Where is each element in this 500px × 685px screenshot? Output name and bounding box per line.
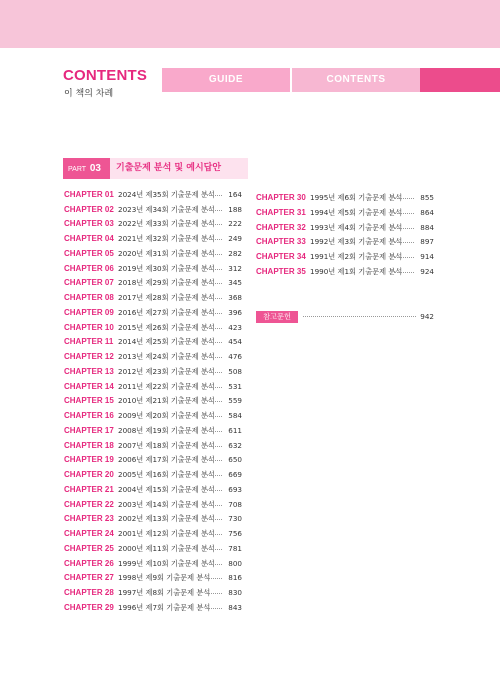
toc-leader-dots bbox=[207, 401, 222, 402]
toc-chapter-title: 2001년 제12회 기출문제 분석 bbox=[118, 529, 215, 539]
toc-page-number: 164 bbox=[228, 190, 242, 199]
toc-leader-dots bbox=[207, 328, 222, 329]
toc-chapter-number: CHAPTER 31 bbox=[256, 207, 306, 217]
toc-page-number: 249 bbox=[228, 234, 242, 244]
toc-row[interactable] bbox=[64, 263, 242, 275]
tab-guide[interactable]: GUIDE bbox=[162, 68, 290, 92]
toc-page-number: 368 bbox=[228, 293, 242, 303]
toc-leader-dots bbox=[207, 549, 222, 550]
toc-row[interactable] bbox=[64, 454, 242, 466]
toc-row[interactable] bbox=[64, 558, 242, 570]
toc-chapter-title: 1993년 제4회 기출문제 분석 bbox=[310, 222, 403, 232]
toc-leader-dots bbox=[207, 578, 222, 579]
toc-chapter-number: CHAPTER 32 bbox=[256, 222, 306, 232]
toc-chapter-title: 2023년 제34회 기출문제 분석 bbox=[118, 204, 215, 214]
toc-row[interactable] bbox=[256, 236, 434, 248]
toc-row[interactable] bbox=[64, 484, 242, 496]
toc-page-number: 924 bbox=[420, 267, 434, 276]
reference-page: 942 bbox=[420, 312, 434, 321]
toc-row[interactable] bbox=[64, 366, 242, 378]
toc-page-number: 584 bbox=[228, 411, 242, 421]
toc-row[interactable] bbox=[64, 587, 242, 599]
toc-page-number: 423 bbox=[228, 322, 242, 332]
toc-chapter-number: CHAPTER 26 bbox=[64, 558, 114, 568]
toc-chapter-number: CHAPTER 33 bbox=[256, 237, 306, 247]
toc-row[interactable] bbox=[64, 381, 242, 393]
toc-chapter-number: CHAPTER 29 bbox=[64, 602, 114, 612]
toc-row[interactable] bbox=[64, 292, 242, 304]
toc-page-number: 312 bbox=[228, 263, 242, 273]
toc-row[interactable] bbox=[64, 602, 242, 614]
active-tab-marker bbox=[420, 68, 500, 92]
top-band bbox=[0, 0, 500, 48]
page-subtitle: 이 책의 차례 bbox=[64, 89, 114, 99]
toc-chapter-number: CHAPTER 16 bbox=[64, 411, 114, 421]
toc-leader-dots bbox=[207, 608, 222, 609]
toc-chapter-title: 2015년 제26회 기출문제 분석 bbox=[118, 322, 215, 332]
toc-chapter-number: CHAPTER 12 bbox=[64, 352, 114, 362]
page-title: CONTENTS bbox=[63, 67, 148, 84]
toc-row[interactable] bbox=[64, 425, 242, 437]
toc-page-number: 669 bbox=[228, 470, 242, 480]
toc-row[interactable] bbox=[64, 572, 242, 584]
toc-page-number: 222 bbox=[228, 219, 242, 229]
toc-chapter-number: CHAPTER 05 bbox=[64, 248, 114, 258]
toc-leader-dots bbox=[207, 564, 222, 565]
toc-leader-dots bbox=[207, 431, 222, 432]
toc-page-number: 756 bbox=[228, 529, 242, 539]
toc-chapter-title: 2003년 제14회 기출문제 분석 bbox=[118, 499, 215, 509]
toc-chapter-title: 2010년 제21회 기출문제 분석 bbox=[118, 396, 215, 406]
toc-chapter-number: CHAPTER 04 bbox=[64, 234, 114, 244]
toc-row[interactable] bbox=[64, 528, 242, 540]
toc-chapter-title: 2012년 제23회 기출문제 분석 bbox=[118, 366, 215, 376]
toc-page-number: 855 bbox=[420, 193, 434, 202]
toc-leader-dots bbox=[207, 593, 222, 594]
toc-page-number: 650 bbox=[228, 455, 242, 465]
toc-row[interactable] bbox=[64, 440, 242, 452]
toc-chapter-title: 2017년 제28회 기출문제 분석 bbox=[118, 293, 215, 303]
part-number: 03 bbox=[89, 163, 101, 174]
toc-chapter-title: 2000년 제11회 기출문제 분석 bbox=[118, 543, 215, 553]
toc-chapter-title: 2019년 제30회 기출문제 분석 bbox=[118, 263, 215, 273]
toc-leader-dots bbox=[207, 342, 222, 343]
toc-chapter-title: 2016년 제27회 기출문제 분석 bbox=[118, 307, 215, 317]
toc-page-number: 816 bbox=[228, 573, 242, 583]
toc-page-number: 632 bbox=[228, 440, 242, 450]
toc-chapter-title: 1990년 제1회 기출문제 분석 bbox=[310, 267, 403, 276]
toc-chapter-number: CHAPTER 21 bbox=[64, 484, 114, 494]
toc-leader-dots bbox=[207, 269, 222, 270]
toc-chapter-title: 1996년 제7회 기출문제 분석 bbox=[118, 602, 211, 612]
toc-leader-dots bbox=[207, 357, 222, 358]
toc-row[interactable] bbox=[64, 351, 242, 363]
toc-chapter-number: CHAPTER 17 bbox=[64, 425, 114, 435]
part-label bbox=[63, 158, 110, 179]
toc-row[interactable] bbox=[64, 233, 242, 245]
toc-chapter-number: CHAPTER 23 bbox=[64, 514, 114, 524]
toc-row[interactable] bbox=[64, 204, 242, 216]
toc-page-number: 843 bbox=[228, 602, 242, 612]
toc-chapter-number: CHAPTER 08 bbox=[64, 293, 114, 303]
toc-page-number: 396 bbox=[228, 307, 242, 317]
toc-chapter-title: 1994년 제5회 기출문제 분석 bbox=[310, 207, 403, 217]
part-word: PART bbox=[68, 166, 86, 173]
toc-chapter-number: CHAPTER 07 bbox=[64, 278, 114, 288]
toc-page-number: 693 bbox=[228, 484, 242, 494]
toc-chapter-title: 1997년 제8회 기출문제 분석 bbox=[118, 587, 211, 597]
toc-page-number: 914 bbox=[420, 252, 434, 262]
toc-page-number: 611 bbox=[228, 425, 242, 435]
toc-chapter-number: CHAPTER 28 bbox=[64, 587, 114, 597]
toc-leader-dots bbox=[207, 298, 222, 299]
toc-leader-dots bbox=[207, 313, 222, 314]
toc-chapter-title: 1992년 제3회 기출문제 분석 bbox=[310, 237, 403, 247]
toc-page-number: 884 bbox=[420, 222, 434, 232]
toc-page-number: 830 bbox=[228, 587, 242, 597]
toc-page-number: 730 bbox=[228, 514, 242, 524]
toc-chapter-number: CHAPTER 11 bbox=[64, 337, 114, 347]
toc-chapter-number: CHAPTER 03 bbox=[64, 219, 114, 229]
toc-chapter-number: CHAPTER 25 bbox=[64, 543, 114, 553]
toc-leader-dots bbox=[207, 505, 222, 506]
toc-chapter-number: CHAPTER 18 bbox=[64, 440, 114, 450]
toc-chapter-title: 2004년 제15회 기출문제 분석 bbox=[118, 484, 215, 494]
toc-chapter-title: 1999년 제10회 기출문제 분석 bbox=[118, 558, 215, 568]
toc-chapter-number: CHAPTER 14 bbox=[64, 381, 114, 391]
toc-row[interactable] bbox=[64, 499, 242, 511]
toc-leader-dots bbox=[394, 228, 414, 229]
toc-chapter-title: 2005년 제16회 기출문제 분석 bbox=[118, 470, 215, 480]
toc-row[interactable] bbox=[256, 192, 434, 204]
toc-chapter-number: CHAPTER 20 bbox=[64, 470, 114, 480]
toc-leader-dots bbox=[207, 416, 222, 417]
toc-page-number: 282 bbox=[228, 248, 242, 258]
toc-leader-dots bbox=[394, 272, 414, 273]
toc-leader-dots bbox=[394, 198, 414, 199]
toc-leader-dots bbox=[394, 257, 414, 258]
toc-row[interactable] bbox=[64, 395, 242, 407]
toc-leader-dots bbox=[207, 446, 222, 447]
toc-chapter-title: 2013년 제24회 기출문제 분석 bbox=[118, 352, 215, 362]
toc-chapter-number: CHAPTER 22 bbox=[64, 499, 114, 509]
toc-chapter-number: CHAPTER 34 bbox=[256, 252, 306, 262]
toc-chapter-number: CHAPTER 02 bbox=[64, 204, 114, 214]
toc-row[interactable] bbox=[64, 410, 242, 422]
toc-row[interactable] bbox=[64, 307, 242, 319]
toc-chapter-title: 2021년 제32회 기출문제 분석 bbox=[118, 234, 215, 244]
toc-chapter-title: 1998년 제9회 기출문제 분석 bbox=[118, 573, 211, 583]
toc-row[interactable] bbox=[64, 469, 242, 481]
toc-page-number: 864 bbox=[420, 207, 434, 217]
toc-leader-dots bbox=[207, 460, 222, 461]
toc-row[interactable] bbox=[256, 207, 434, 219]
toc-chapter-number: CHAPTER 27 bbox=[64, 573, 114, 583]
toc-page-number: 188 bbox=[228, 204, 242, 214]
toc-page-number: 476 bbox=[228, 352, 242, 362]
toc-chapter-number: CHAPTER 10 bbox=[64, 322, 114, 332]
toc-leader-dots bbox=[207, 387, 222, 388]
toc-row[interactable] bbox=[64, 336, 242, 348]
toc-row[interactable] bbox=[64, 218, 242, 230]
toc-chapter-title: 2020년 제31회 기출문제 분석 bbox=[118, 248, 215, 258]
toc-row[interactable] bbox=[64, 189, 242, 201]
toc-page-number: 508 bbox=[228, 366, 242, 376]
toc-leader-dots bbox=[394, 242, 414, 243]
toc-chapter-title: 2014년 제25회 기출문제 분석 bbox=[118, 337, 215, 347]
toc-leader-dots bbox=[207, 239, 222, 240]
toc-chapter-title: 2002년 제13회 기출문제 분석 bbox=[118, 514, 215, 524]
toc-leader-dots bbox=[394, 213, 414, 214]
toc-row[interactable] bbox=[64, 277, 242, 289]
toc-page-number: 781 bbox=[228, 543, 242, 553]
toc-row[interactable] bbox=[64, 543, 242, 555]
toc-chapter-number: CHAPTER 01 bbox=[64, 190, 114, 199]
toc-chapter-title: 2018년 제29회 기출문제 분석 bbox=[118, 278, 215, 288]
toc-leader-dots bbox=[207, 372, 222, 373]
toc-chapter-number: CHAPTER 13 bbox=[64, 366, 114, 376]
toc-leader-dots bbox=[207, 534, 222, 535]
toc-chapter-number: CHAPTER 19 bbox=[64, 455, 114, 465]
toc-page-number: 531 bbox=[228, 381, 242, 391]
toc-chapter-title: 2022년 제33회 기출문제 분석 bbox=[118, 219, 215, 229]
toc-leader-dots bbox=[207, 490, 222, 491]
toc-page-number: 454 bbox=[228, 337, 242, 347]
toc-row[interactable] bbox=[64, 322, 242, 334]
toc-chapter-title: 2007년 제18회 기출문제 분석 bbox=[118, 440, 215, 450]
toc-chapter-number: CHAPTER 09 bbox=[64, 307, 114, 317]
toc-chapter-number: CHAPTER 24 bbox=[64, 529, 114, 539]
toc-leader-dots bbox=[207, 224, 222, 225]
toc-chapter-title: 2011년 제22회 기출문제 분석 bbox=[118, 381, 215, 391]
toc-page-number: 559 bbox=[228, 396, 242, 406]
toc-chapter-number: CHAPTER 30 bbox=[256, 193, 306, 202]
toc-leader-dots bbox=[207, 195, 222, 196]
toc-leader-dots bbox=[207, 283, 222, 284]
toc-page-number: 708 bbox=[228, 499, 242, 509]
toc-page-number: 897 bbox=[420, 237, 434, 247]
toc-chapter-number: CHAPTER 15 bbox=[64, 396, 114, 406]
toc-chapter-number: CHAPTER 06 bbox=[64, 263, 114, 273]
part-title: 기출문제 분석 및 예시답안 bbox=[116, 163, 222, 173]
toc-chapter-title: 1995년 제6회 기출문제 분석 bbox=[310, 193, 403, 202]
toc-leader-dots bbox=[207, 254, 222, 255]
toc-chapter-title: 2009년 제20회 기출문제 분석 bbox=[118, 411, 215, 421]
toc-page-number: 345 bbox=[228, 278, 242, 288]
reference-leader-dots bbox=[303, 316, 416, 317]
toc-row[interactable] bbox=[256, 251, 434, 263]
toc-chapter-title: 2008년 제19회 기출문제 분석 bbox=[118, 425, 215, 435]
toc-row[interactable] bbox=[256, 222, 434, 234]
toc-chapter-title: 2006년 제17회 기출문제 분석 bbox=[118, 455, 215, 465]
toc-chapter-title: 2024년 제35회 기출문제 분석 bbox=[118, 190, 215, 199]
toc-row[interactable] bbox=[256, 266, 434, 278]
reference-label[interactable]: 참고문헌 bbox=[256, 311, 298, 323]
toc-chapter-title: 1991년 제2회 기출문제 분석 bbox=[310, 252, 403, 262]
toc-page-number: 800 bbox=[228, 558, 242, 568]
toc-row[interactable] bbox=[64, 513, 242, 525]
toc-leader-dots bbox=[207, 475, 222, 476]
toc-leader-dots bbox=[207, 519, 222, 520]
toc-row[interactable] bbox=[64, 248, 242, 260]
toc-chapter-number: CHAPTER 35 bbox=[256, 267, 306, 276]
tab-contents[interactable]: CONTENTS bbox=[292, 68, 420, 92]
toc-leader-dots bbox=[207, 210, 222, 211]
